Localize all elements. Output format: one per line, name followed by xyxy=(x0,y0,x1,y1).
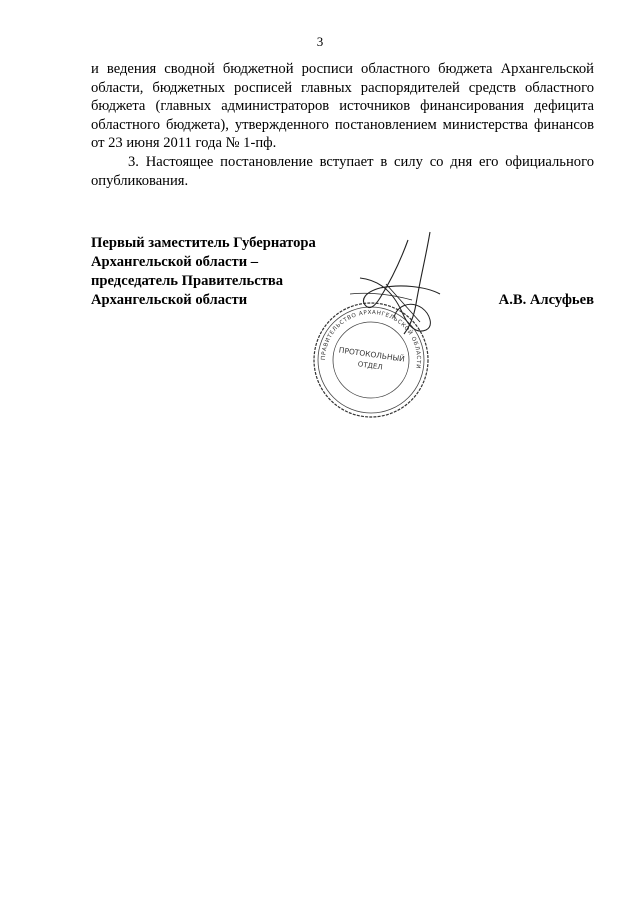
handwritten-signature-icon xyxy=(330,222,450,352)
signatory-position-line: председатель Правительства xyxy=(91,273,284,289)
paragraph-item-3: 3. Настоящее постановление вступает в силу со дня его официального опубликования. xyxy=(91,153,594,189)
signatory-position-line: Архангельской области xyxy=(91,292,248,308)
signatory-position-line: Архангельской области – xyxy=(91,254,259,270)
document-body xyxy=(91,60,594,190)
seal-center-text: ПРОТОКОЛЬНЫЙ xyxy=(338,345,406,364)
seal-center-text: ОТДЕЛ xyxy=(357,360,384,372)
paragraph-continuation: и ведения сводной бюджетной росписи областного бюджета Архангельской области, бюджетных росписей главных распорядителей средств областного бюджета (главных администраторов источников финансирования дефицита областного бюджета), утвержденного постановлением министерства финансов от 23 июня 2011 года № 1-пф. xyxy=(91,61,594,152)
page-number: 3 xyxy=(316,34,324,49)
signatory-position-line: Первый заместитель Губернатора xyxy=(91,235,316,251)
signatory-position xyxy=(91,234,351,310)
seal-ring-text: ПРАВИТЕЛЬСТВО АРХАНГЕЛЬСКОЙ ОБЛАСТИ xyxy=(320,309,422,370)
signer-name: А.В. Алсуфьев xyxy=(498,292,594,308)
